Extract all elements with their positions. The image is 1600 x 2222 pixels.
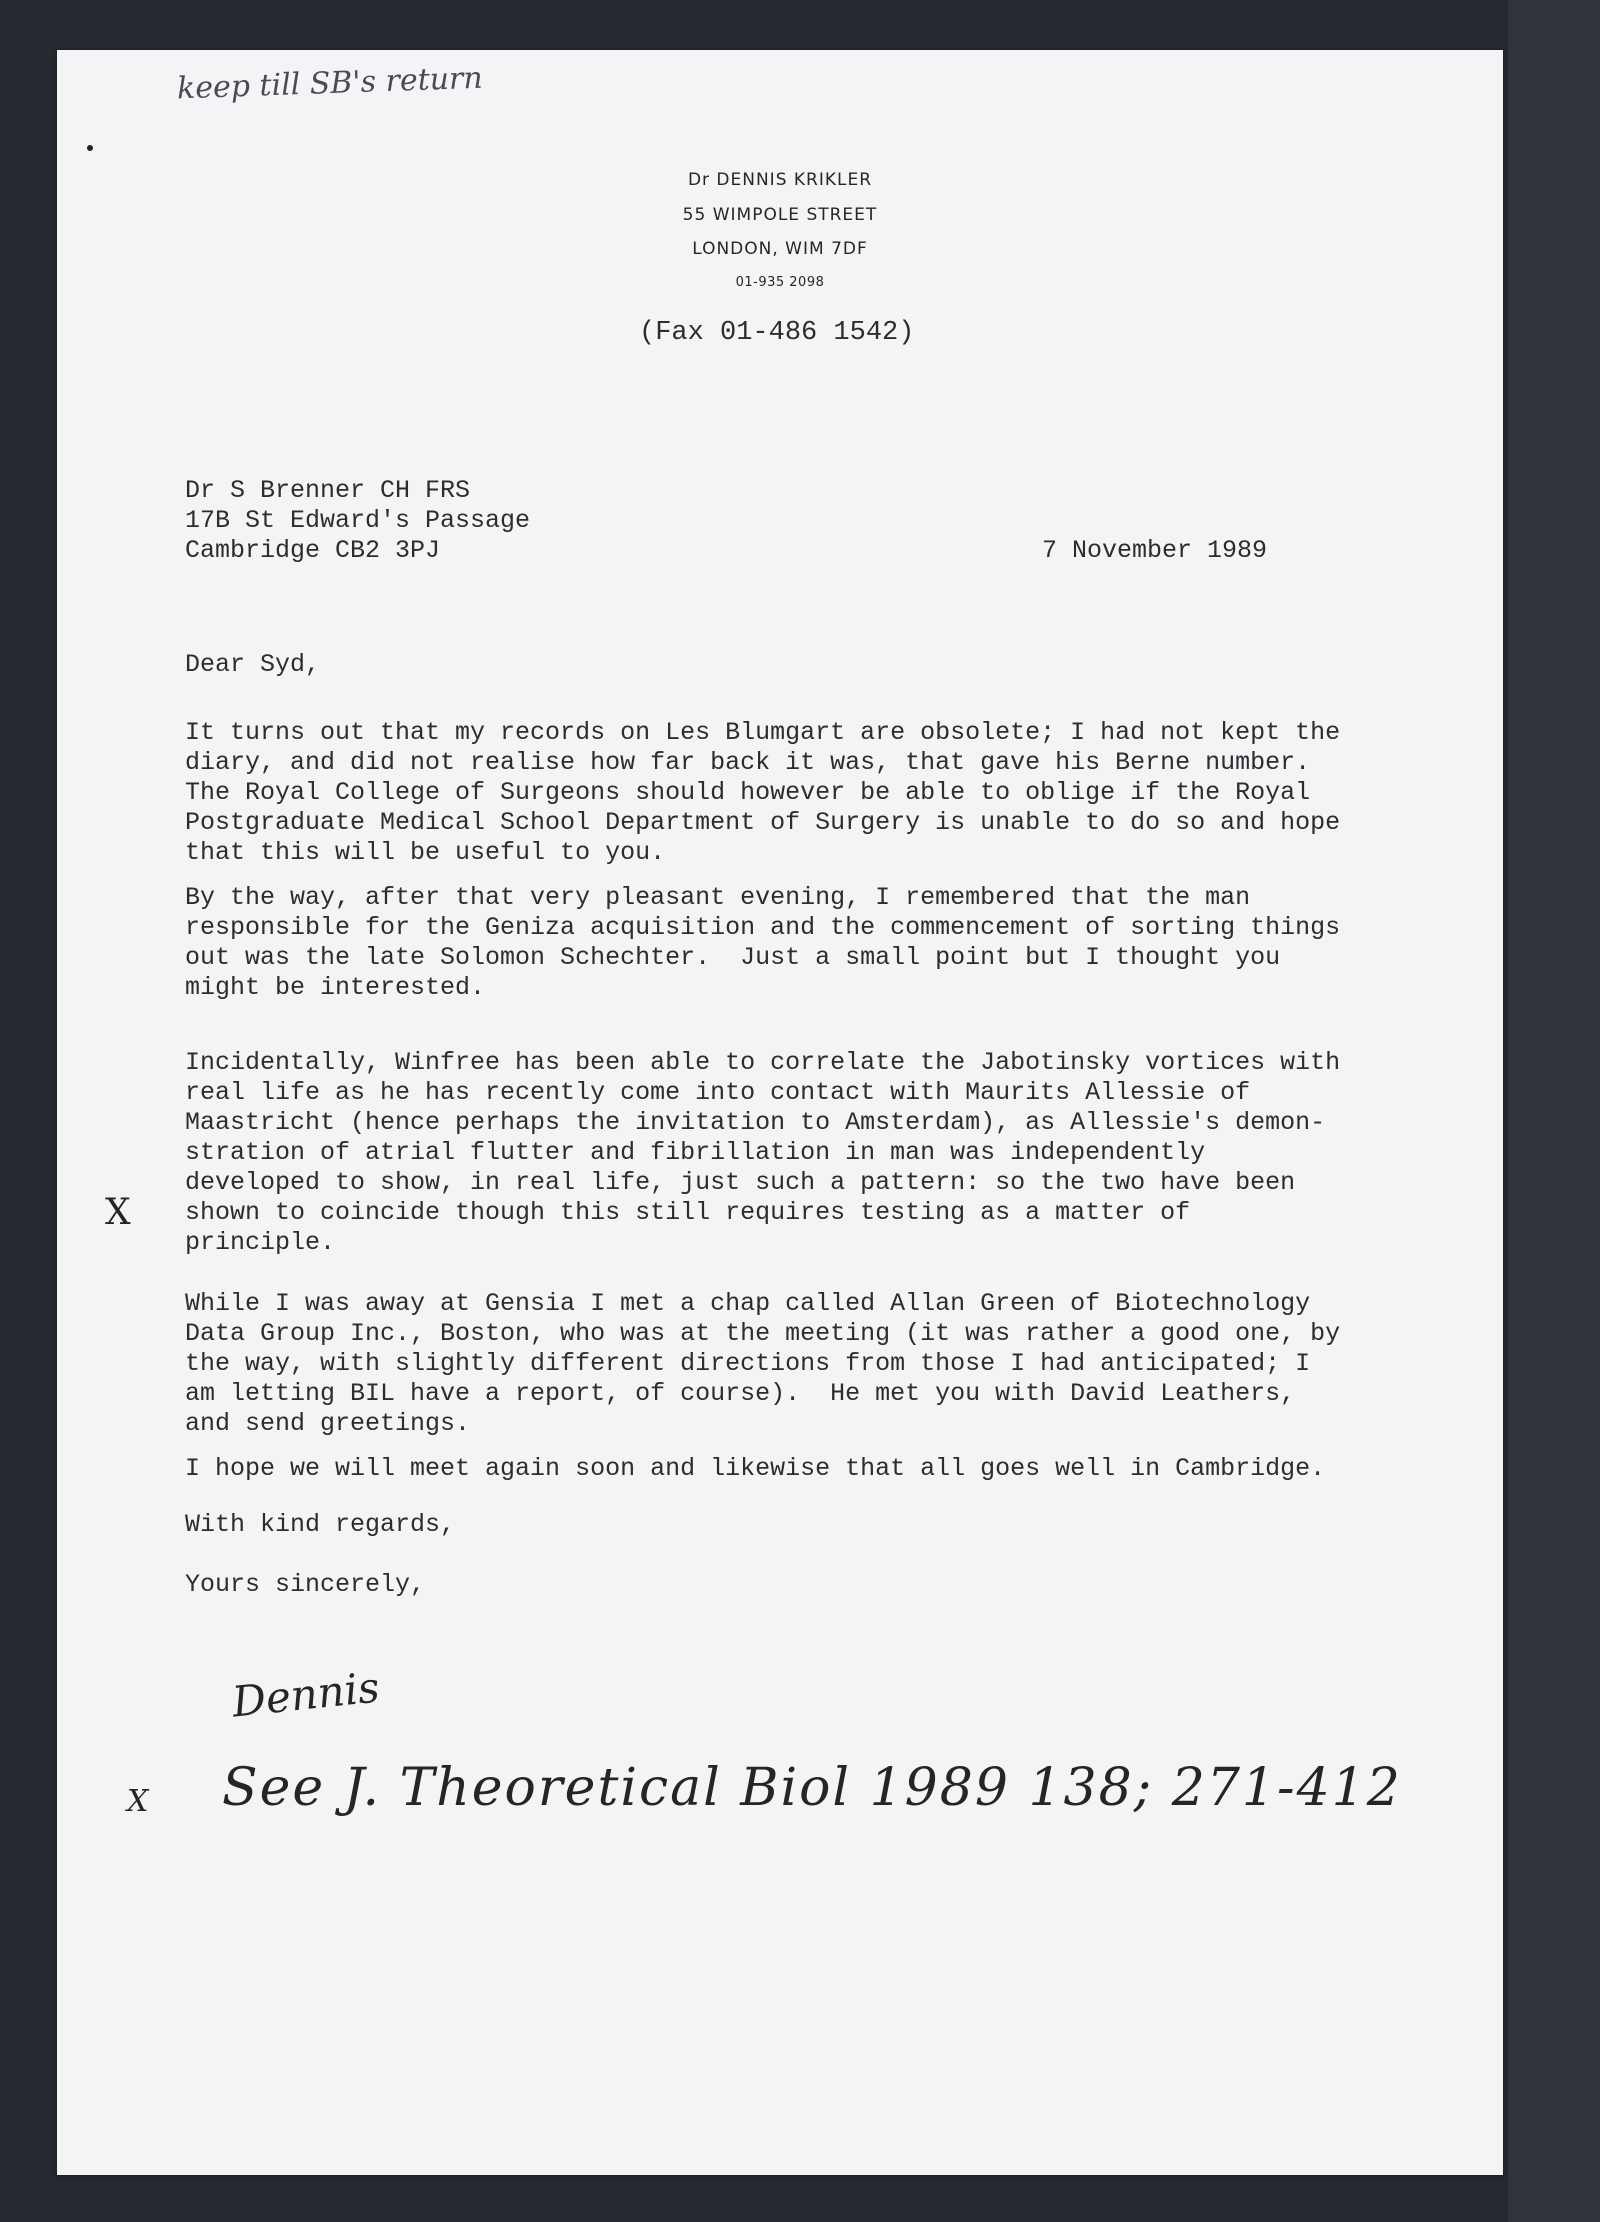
letter-page	[57, 50, 1503, 2175]
fax-number: (Fax 01-486 1542)	[639, 318, 915, 348]
letterhead-phone: 01-935 2098	[735, 275, 825, 290]
handwritten-reference: See J. Theoretical Biol 1989 138; 271-412	[222, 1758, 1402, 1818]
margin-mark-x-2: X	[127, 1784, 149, 1819]
closing-regards: With kind regards,	[185, 1510, 456, 1539]
letterhead-name: Dr DENNIS KRIKLER	[687, 170, 873, 190]
handwritten-note-top: keep till SB's return	[176, 60, 484, 107]
recipient-line-2: 17B St Edward's Passage	[185, 506, 531, 535]
recipient-line-1: Dr S Brenner CH FRS	[185, 476, 471, 505]
letter-date: 7 November 1989	[1042, 536, 1268, 565]
paragraph-3: Incidentally, Winfree has been able to correlate the Jabotinsky vortices with real life as he has recently come into contact with Maurits Allessie of Maastricht (hence perhaps the invitation to Amsterdam), as Allessie's demon- stration of atrial flutter and fibrillation in man was independently developed to show, in real life, just such a pattern: so the two have been shown to coincide though this still requires testing as a matter of principle.	[185, 1048, 1341, 1257]
signature: Dennis	[229, 1662, 382, 1727]
letterhead-city: LONDON, WIM 7DF	[692, 239, 868, 259]
salutation: Dear Syd,	[185, 650, 321, 679]
letterhead-street: 55 WIMPOLE STREET	[682, 205, 878, 225]
paragraph-5: I hope we will meet again soon and likewise that all goes well in Cambridge.	[185, 1454, 1326, 1483]
closing-sincerely: Yours sincerely,	[185, 1570, 426, 1599]
paragraph-1: It turns out that my records on Les Blumgart are obsolete; I had not kept the diary, and did not realise how far back it was, that gave his Berne number. The Royal College of Surgeons should however be able to oblige if the Royal Postgraduate Medical School Department of Surgery is unable to do so and hope that this will be useful to you.	[185, 718, 1341, 867]
ink-dot	[87, 145, 93, 151]
scan-background	[1508, 0, 1600, 2222]
paragraph-4: While I was away at Gensia I met a chap called Allan Green of Biotechnology Data Group Inc., Boston, who was at the meeting (it was rather a good one, by the way, with slightly different directions from those I had anticipated; I am letting BIL have a report, of course). He met you with David Leathers, and send greetings.	[185, 1289, 1341, 1438]
recipient-line-3: Cambridge CB2 3PJ	[185, 536, 441, 565]
margin-mark-x: X	[105, 1192, 131, 1233]
paragraph-2: By the way, after that very pleasant evening, I remembered that the man responsible for the Geniza acquisition and the commencement of sorting things out was the late Solomon Schechter. Just a small point but I thought you might be interested.	[185, 883, 1341, 1002]
